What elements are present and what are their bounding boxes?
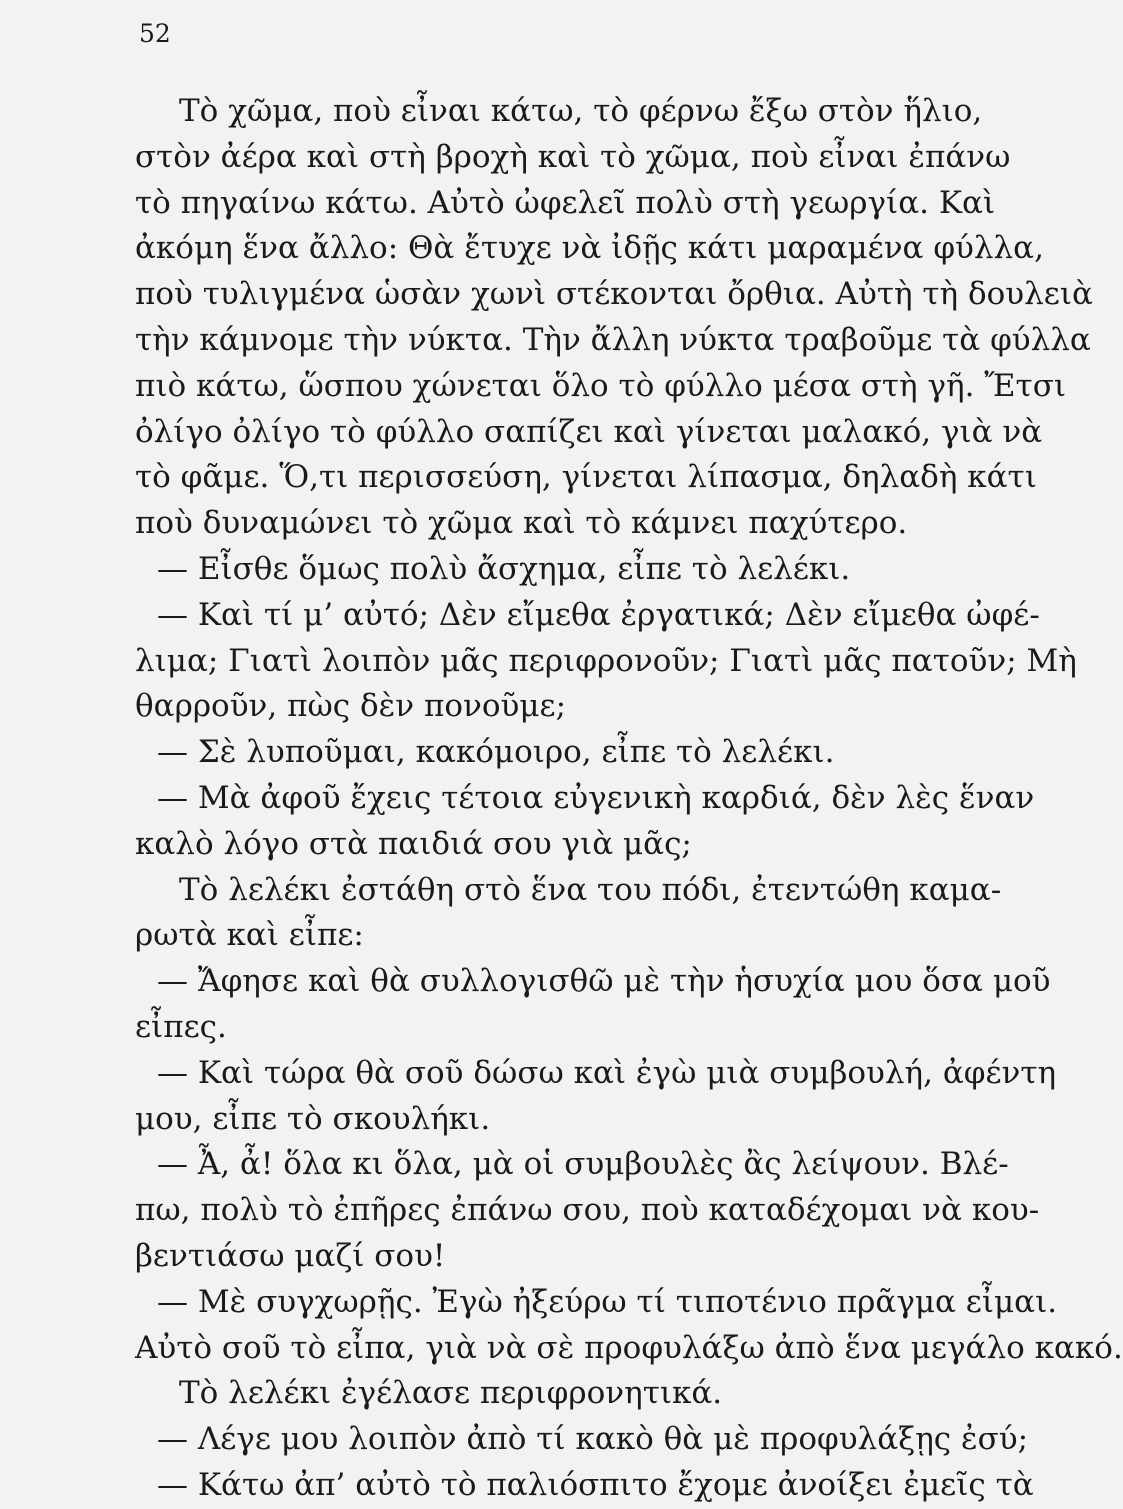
text-line: ρωτὰ καὶ εἶπε:: [135, 917, 364, 954]
text-line: εἶπες.: [135, 1008, 227, 1045]
text-line: — Εἶσθε ὅμως πολὺ ἄσχημα, εἶπε τὸ λελέκι.: [157, 550, 851, 587]
body-text: [135, 89, 1123, 1509]
text-line: Τὸ λελέκι ἐγέλασε περιφρονητικά.: [179, 1375, 723, 1412]
text-line: στὸν ἀέρα καὶ στὴ βροχὴ καὶ τὸ χῶμα, ποὺ εἶναι ἐπάνω: [135, 138, 1011, 175]
text-line: — Ἆ, ἆ! ὅλα κι ὅλα, μὰ οἱ συμβουλὲς ἂς λείψουν. Βλέ-: [157, 1146, 1009, 1183]
text-line: — Μὰ ἀφοῦ ἔχεις τέτοια εὐγενικὴ καρδιά, δὲν λὲς ἕναν: [157, 779, 1035, 816]
text-line: μου, εἶπε τὸ σκουλήκι.: [135, 1100, 491, 1137]
text-line: θαρροῦν, πὼς δὲν πονοῦμε;: [135, 688, 567, 725]
text-line: Τὸ λελέκι ἐστάθη στὸ ἕνα του πόδι, ἐτεντώθη καμα-: [179, 871, 1002, 908]
text-line: — Καὶ τί μ’ αὐτό; Δὲν εἴμεθα ἐργατικά; Δὲν εἴμεθα ὠφέ-: [157, 596, 1040, 633]
text-line: ἀκόμη ἕνα ἄλλο: Θὰ ἔτυχε νὰ ἰδῇς κάτι μαραμένα φύλλα,: [135, 230, 1044, 267]
text-line: — Ἄφησε καὶ θὰ συλλογισθῶ μὲ τὴν ἡσυχία μου ὅσα μοῦ: [157, 963, 1051, 1000]
text-line: — Λέγε μου λοιπὸν ἀπὸ τί κακὸ θὰ μὲ προφυλάξῃς ἐσύ;: [157, 1421, 1029, 1458]
text-line: λιμα; Γιατὶ λοιπὸν μᾶς περιφρονοῦν; Γιατὶ μᾶς πατοῦν; Μὴ: [135, 642, 1077, 679]
text-line: — Καὶ τώρα θὰ σοῦ δώσω καὶ ἐγὼ μιὰ συμβουλή, ἀφέντη: [157, 1054, 1057, 1091]
text-line: πιὸ κάτω, ὥσπου χώνεται ὅλο τὸ φύλλο μέσα στὴ γῆ. Ἔτσι: [135, 367, 1067, 404]
text-line: τὸ φᾶμε. Ὅ,τι περισσεύση, γίνεται λίπασμα, δηλαδὴ κάτι: [135, 459, 1037, 496]
text-line: τὸ πηγαίνω κάτω. Αὐτὸ ὠφελεῖ πολὺ στὴ γεωργία. Καὶ: [135, 184, 996, 221]
text-line: βεντιάσω μαζί σου!: [135, 1237, 446, 1274]
text-line: Τὸ χῶμα, ποὺ εἶναι κάτω, τὸ φέρνω ἔξω στὸν ἥλιο,: [179, 93, 983, 129]
text-line: ποὺ τυλιγμένα ὡσὰν χωνὶ στέκονται ὄρθια. Αὐτὴ τὴ δουλειὰ: [135, 276, 1093, 313]
text-line: Αὐτὸ σοῦ τὸ εἶπα, γιὰ νὰ σὲ προφυλάξω ἀπὸ ἕνα μεγάλο κακό.: [135, 1329, 1123, 1366]
text-line: — Μὲ συγχωρῇς. Ἐγὼ ἠξεύρω τί τιποτένιο πρᾶγμα εἶμαι.: [157, 1283, 1058, 1320]
text-line: ποὺ δυναμώνει τὸ χῶμα καὶ τὸ κάμνει παχύτερο.: [135, 505, 908, 542]
text-line: ὀλίγο ὀλίγο τὸ φύλλο σαπίζει καὶ γίνεται μαλακό, γιὰ νὰ: [135, 413, 1043, 450]
page-number: 52: [139, 19, 171, 48]
text-line: τὴν κάμνομε τὴν νύκτα. Τὴν ἄλλη νύκτα τραβοῦμε τὰ φύλλα: [135, 321, 1091, 358]
text-line: — Κάτω ἀπ’ αὐτὸ τὸ παλιόσπιτο ἔχομε ἀνοίξει ἐμεῖς τὰ: [157, 1466, 1034, 1503]
text-line: καλὸ λόγο στὰ παιδιά σου γιὰ μᾶς;: [135, 825, 692, 862]
text-line: — Σὲ λυποῦμαι, κακόμοιρο, εἶπε τὸ λελέκι.: [157, 734, 835, 771]
text-line: πω, πολὺ τὸ ἐπῆρες ἐπάνω σου, ποὺ καταδέχομαι νὰ κου-: [135, 1192, 1040, 1229]
